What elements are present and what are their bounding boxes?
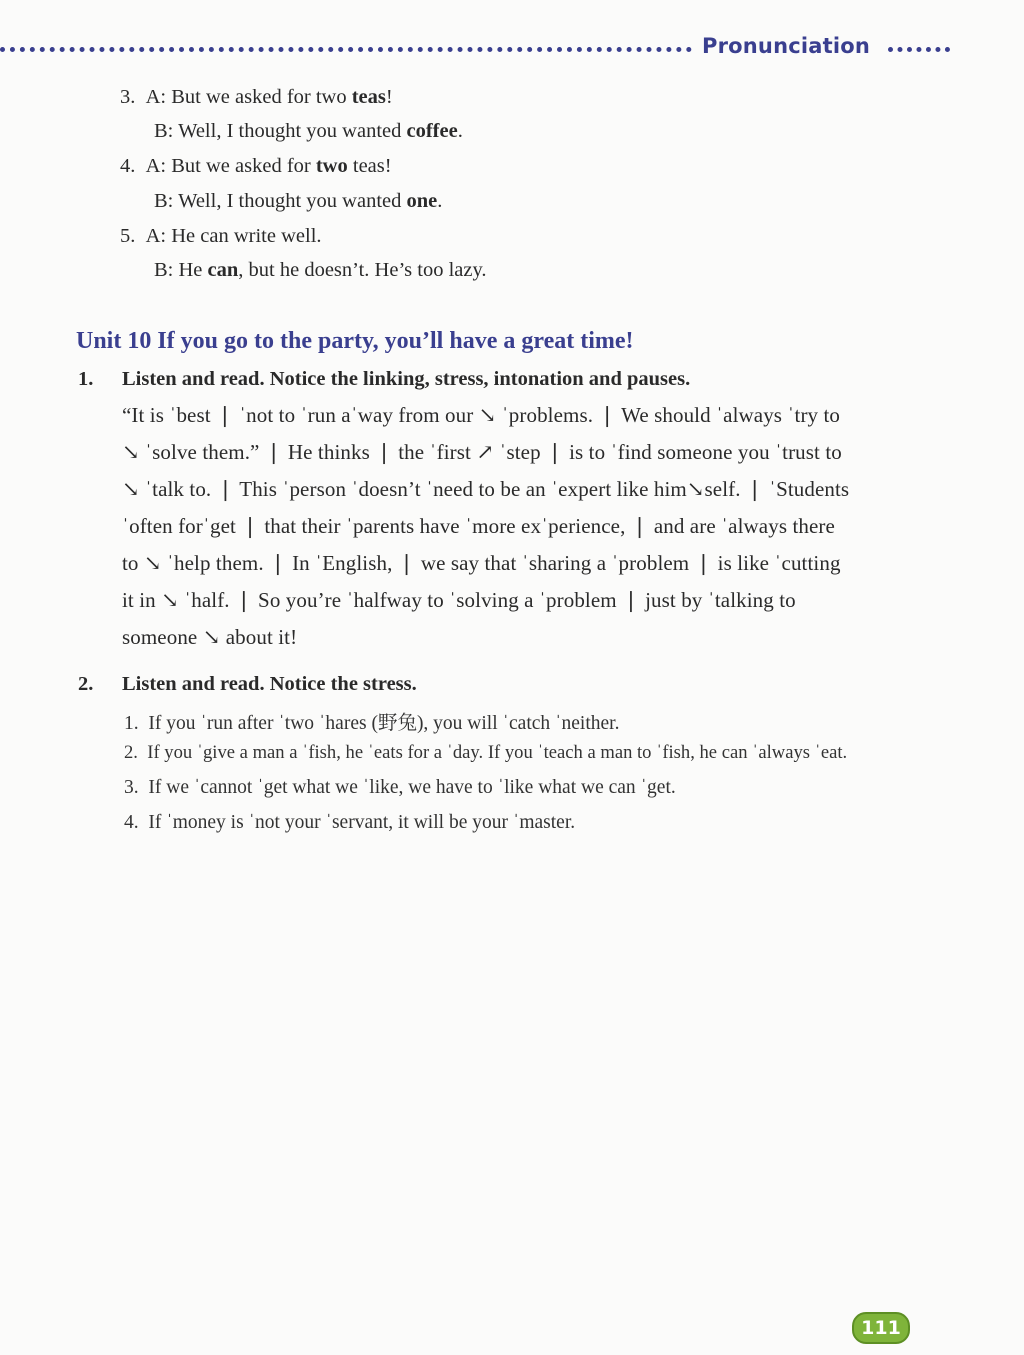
header-title: Pronunciation [702, 34, 871, 58]
dialogue-5-a: 5. A: He can write well. [120, 225, 322, 247]
paragraph-line: ˈoften forˈget ❘ that their ˈparents have ˈmore exˈperience, ❘ and are ˈalways there [122, 514, 835, 538]
page-number-badge: 111 [852, 1312, 910, 1344]
section-2-number: 2. [78, 673, 94, 695]
section-2-title: Listen and read. Notice the stress. [122, 673, 417, 695]
paragraph-line: it in ↘ ˈhalf. ❘ So you’re ˈhalfway to ˈsolving a ˈproblem ❘ just by ˈtalking to [122, 588, 796, 612]
list-item: 1. If you ˈrun after ˈtwo ˈhares (野兔), you will ˈcatch ˈneither. [124, 713, 620, 734]
list-item: 2. If you ˈgive a man a ˈfish, he ˈeats for a ˈday. If you ˈteach a man to ˈfish, he can ˈalways ˈeat. [124, 742, 848, 763]
paragraph-line: ↘ ˈtalk to. ❘ This ˈperson ˈdoesn’t ˈneed to be an ˈexpert like him↘self. ❘ ˈStudents [122, 477, 850, 501]
dialogue-4-b: B: Well, I thought you wanted one. [154, 190, 443, 212]
list-item: 4. If ˈmoney is ˈnot your ˈservant, it will be your ˈmaster. [124, 812, 576, 833]
dialogue-3-a: 3. A: But we asked for two teas! [120, 86, 393, 108]
paragraph-line: ↘ ˈsolve them.” ❘ He thinks ❘ the ˈfirst ↗ ˈstep ❘ is to ˈfind someone you ˈtrust to [122, 440, 842, 464]
section-1-title: Listen and read. Notice the linking, stress, intonation and pauses. [122, 368, 691, 390]
dialogue-3-b: B: Well, I thought you wanted coffee. [154, 120, 463, 142]
dialogue-4-a: 4. A: But we asked for two teas! [120, 155, 392, 177]
unit-title: Unit 10 If you go to the party, you’ll have a great time! [76, 328, 634, 354]
dialogue-5-b: B: He can, but he doesn’t. He’s too lazy. [154, 259, 487, 281]
paragraph-line: to ↘ ˈhelp them. ❘ In ˈEnglish, ❘ we say that ˈsharing a ˈproblem ❘ is like ˈcutting [122, 551, 841, 575]
list-item: 3. If we ˈcannot ˈget what we ˈlike, we have to ˈlike what we can ˈget. [124, 777, 676, 798]
page-header [0, 34, 960, 64]
dotted-rule-left [0, 47, 692, 52]
paragraph-line: someone ↘ about it! [122, 625, 298, 649]
section-1-number: 1. [78, 368, 94, 390]
paragraph-line: “It is ˈbest ❘ ˈnot to ˈrun aˈway from our ↘ ˈproblems. ❘ We should ˈalways ˈtry to [122, 403, 841, 427]
dotted-rule-right [888, 47, 950, 52]
